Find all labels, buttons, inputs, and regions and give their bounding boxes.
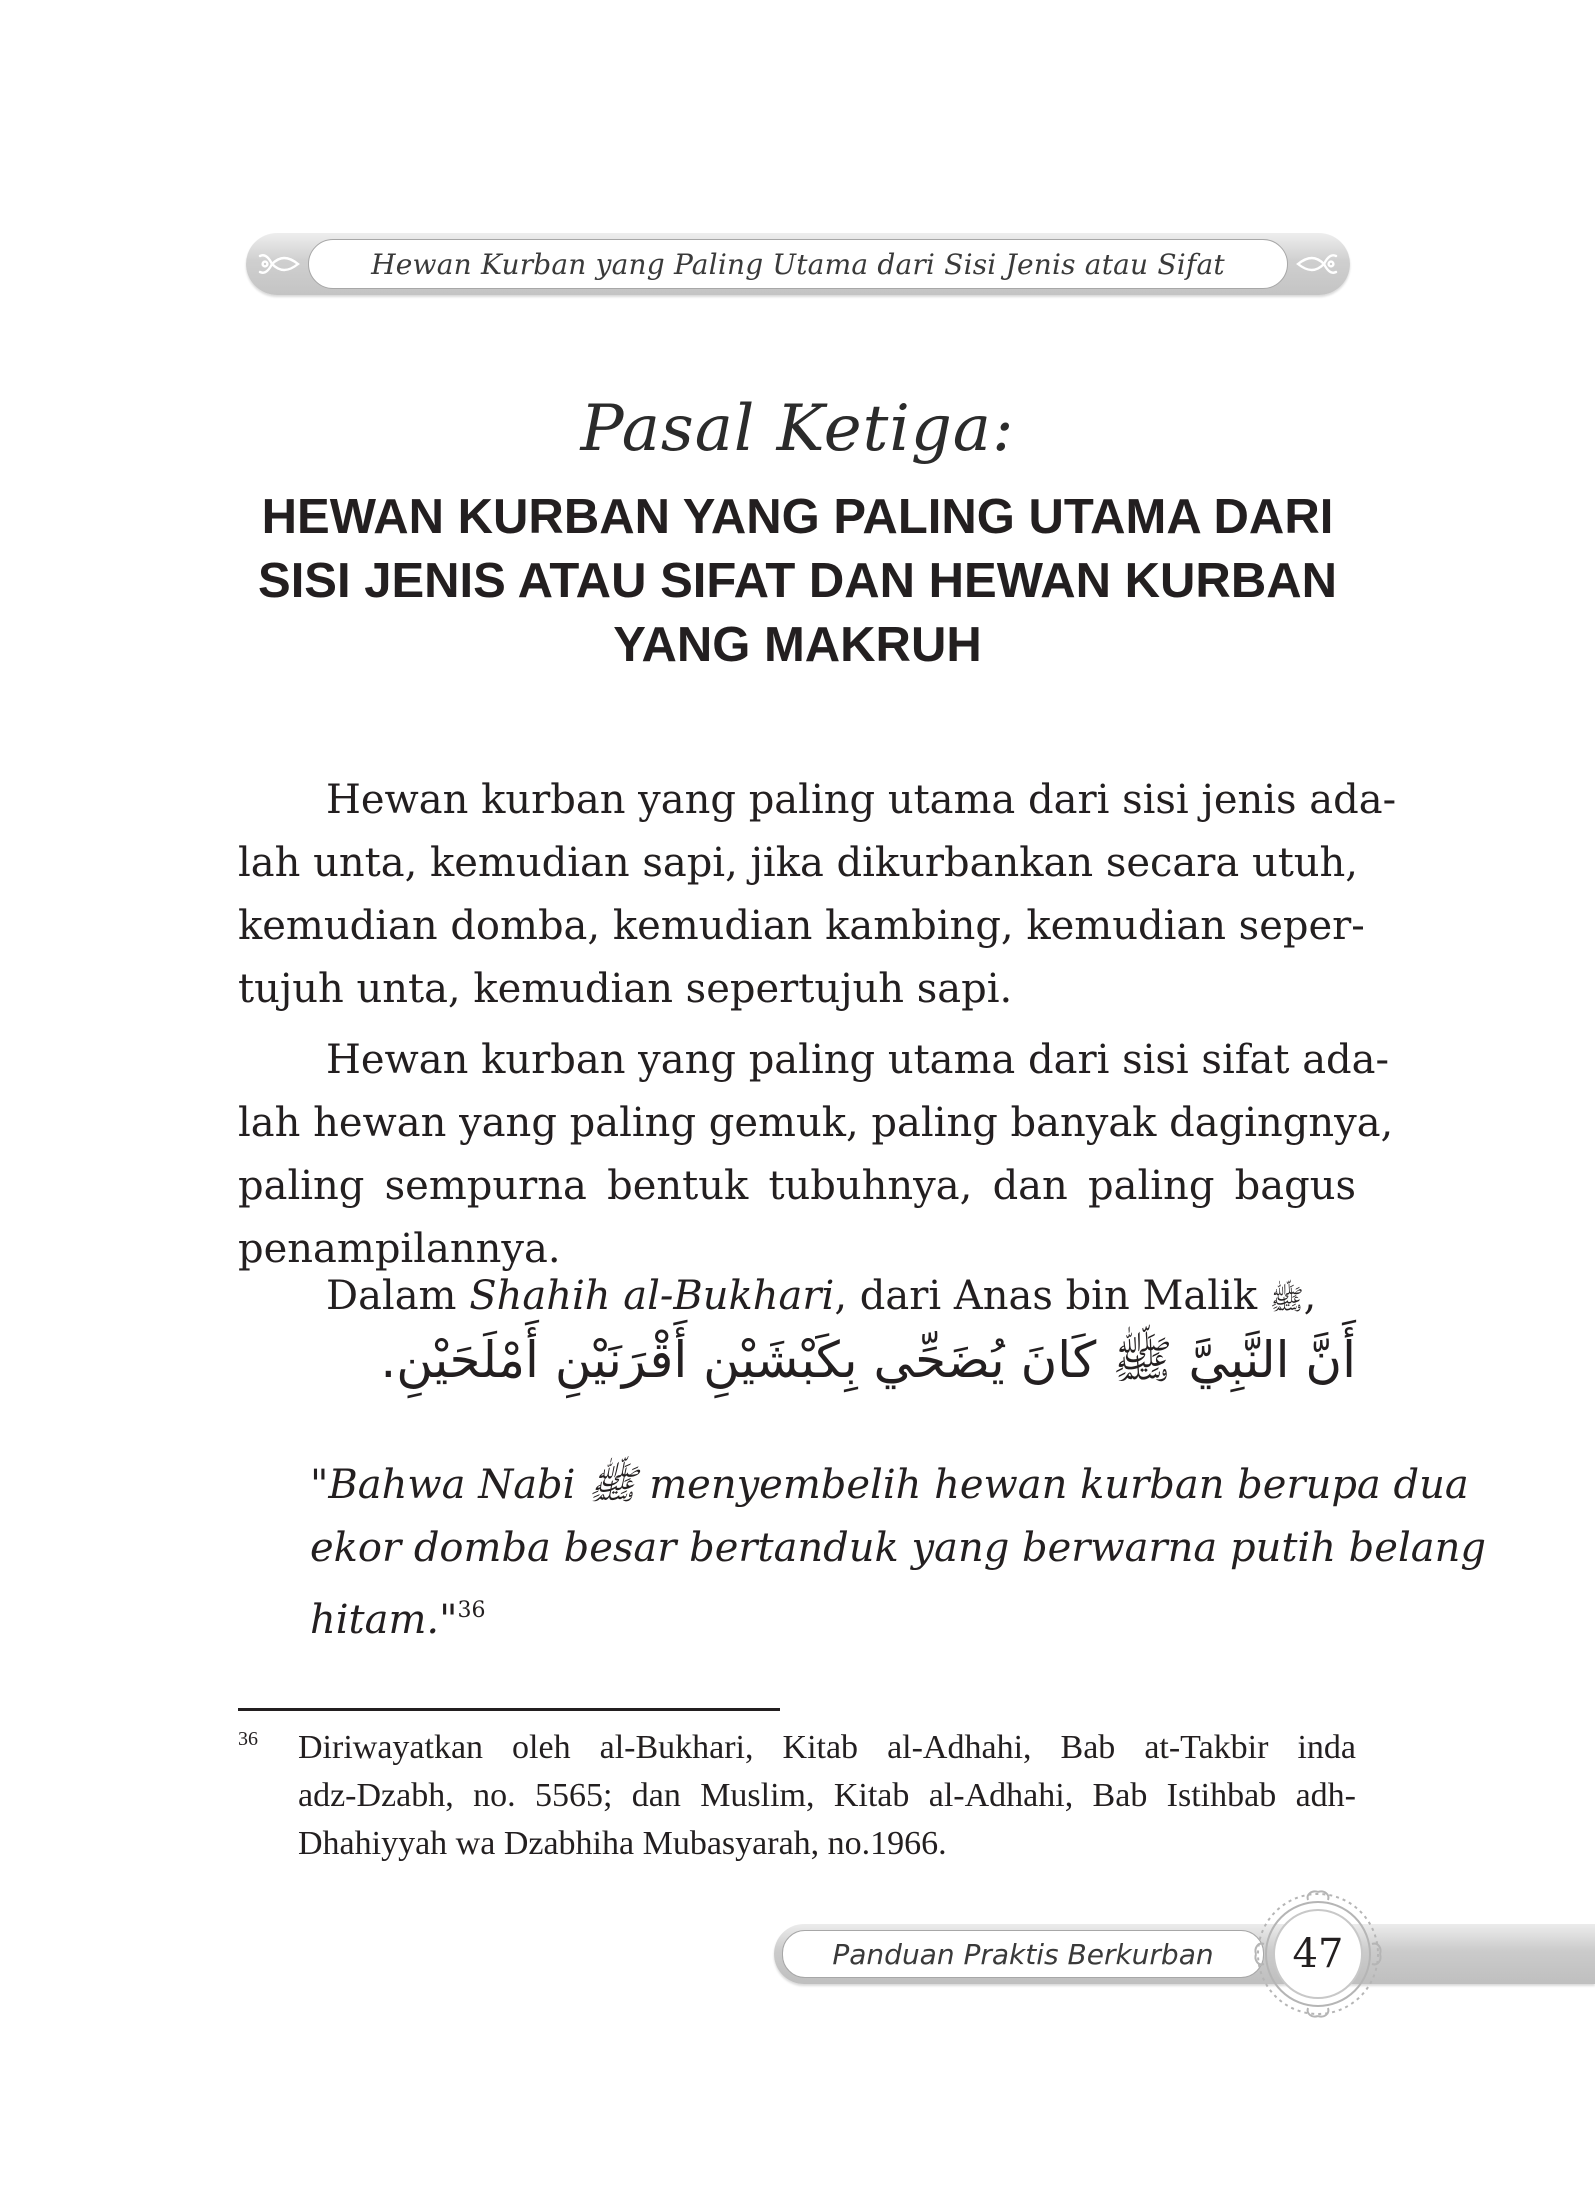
floral-ornament-icon	[258, 242, 302, 286]
paragraph-line: lah hewan yang paling gemuk, paling banyak dagingnya,	[238, 1100, 1394, 1146]
text: ,	[1303, 1273, 1317, 1319]
translation-line: hitam."	[310, 1597, 458, 1643]
text: , dari Anas bin Malik	[834, 1273, 1258, 1319]
chapter-title	[220, 485, 1375, 677]
paragraph-3	[326, 1271, 1316, 1325]
footnote-line: Dhahiyyah wa Dzabhiha Mubasyarah, no.1966.	[298, 1825, 947, 1862]
running-title: Hewan Kurban yang Paling Utama dari Sisi Jenis atau Sifat	[371, 247, 1225, 281]
paragraph-line: Hewan kurban yang paling utama dari sisi sifat ada-	[326, 1037, 1390, 1083]
paragraph-line: penampilannya.	[238, 1226, 561, 1272]
page-number: 47	[1292, 1931, 1344, 1977]
footer-title-frame	[782, 1930, 1264, 1978]
running-header-frame	[308, 239, 1288, 289]
paragraph-line: kemudian domba, kemudian kambing, kemudian seper-	[238, 903, 1365, 949]
page-footer	[774, 1924, 1595, 1984]
chapter-title-line: SISI JENIS ATAU SIFAT DAN HEWAN KURBAN	[258, 554, 1337, 608]
text: Dalam	[326, 1273, 470, 1319]
translation-line: "Bahwa Nabi ﷺ menyembelih hewan kurban berupa dua	[310, 1462, 1469, 1508]
chapter-label: Pasal Ketiga:	[580, 392, 1015, 466]
paragraph-line: paling sempurna bentuk tubuhnya, dan paling bagus	[238, 1163, 1356, 1209]
floral-ornament-icon	[1294, 242, 1338, 286]
translation-line: ekor domba besar bertanduk yang berwarna putih belang	[310, 1525, 1486, 1571]
paragraph-line: tujuh unta, kemudian sepertujuh sapi.	[238, 966, 1013, 1012]
honorific-symbol: ﷺ	[1269, 1283, 1304, 1316]
footnote-number: 36	[238, 1728, 258, 1750]
book-title: Panduan Praktis Berkurban	[832, 1937, 1214, 1971]
chapter-title-line: HEWAN KURBAN YANG PALING UTAMA DARI	[261, 490, 1334, 544]
footnote-line: Diriwayatkan oleh al-Bukhari, Kitab al-Adhahi, Bab at-Takbir inda	[298, 1729, 1356, 1766]
footnote-line: adz-Dzabh, no. 5565; dan Muslim, Kitab al-Adhahi, Bab Istihbab adh-	[298, 1777, 1356, 1814]
footnote-divider	[238, 1708, 780, 1711]
running-header	[246, 233, 1350, 295]
hadith-arabic: أَنَّ النَّبِيَّ ﷺ كَانَ يُضَحِّي بِكَبْشَيْنِ أَقْرَنَيْنِ أَمْلَحَيْنِ.	[380, 1331, 1356, 1389]
footnote-reference: 36	[457, 1598, 486, 1623]
chapter-title-line: YANG MAKRUH	[613, 618, 982, 672]
source-title: Shahih al-Bukhari	[469, 1273, 835, 1319]
paragraph-line: lah unta, kemudian sapi, jika dikurbankan secara utuh,	[238, 840, 1359, 886]
paragraph-line: Hewan kurban yang paling utama dari sisi jenis ada-	[326, 777, 1397, 823]
